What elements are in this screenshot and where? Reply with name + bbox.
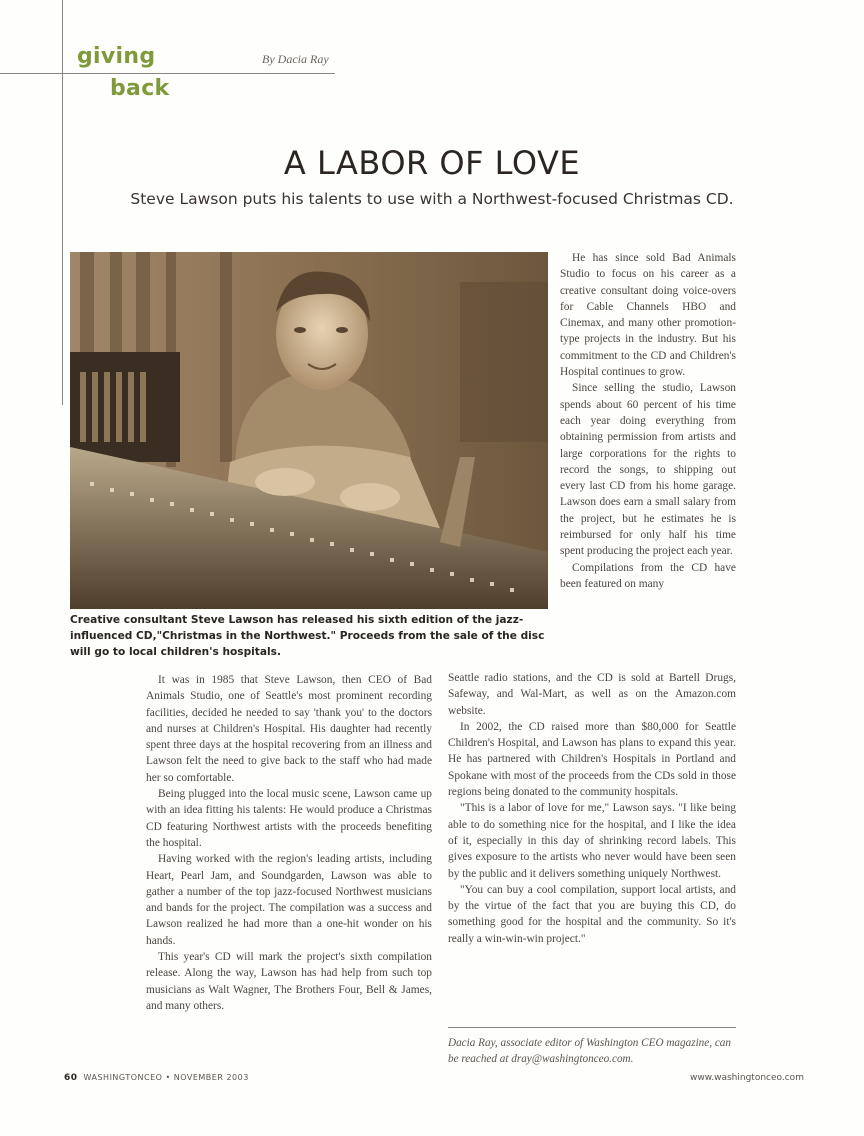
photo-illustration [70, 252, 548, 609]
paragraph: It was in 1985 that Steve Lawson, then CEO of Bad Animals Studio, one of Seattle's most prominent recording facilities, decided he needed to say 'thank you' to the doctors and nurses at Children's Hospital. His daughter had recently spent three days at the hospital recovering from an illness and Lawson felt the need to give back to the staff who had made her so comfortable. [146, 674, 432, 784]
website-link[interactable]: www.washingtonceo.com [690, 1073, 804, 1083]
article-subhead: Steve Lawson puts his talents to use with a Northwest-focused Christmas CD. [130, 190, 734, 208]
paragraph: "This is a labor of love for me," Lawson says. "I like being able to do something nice for the hospital, and I like the idea of it, especially in this day of shrinking record labels. This gives exposure to the artists who never would have been seen by the public and it delivers something uniquely Northwest. [448, 802, 736, 880]
photo-caption: Creative consultant Steve Lawson has released his sixth edition of the jazz-influenced CD,"Christmas in the Northwest." Proceeds from the sale of the disc will go to local children's hospitals. [70, 614, 545, 658]
signature-rule [448, 1027, 736, 1028]
studio-photo [70, 252, 548, 609]
publication-info: WASHINGTONCEO • NOVEMBER 2003 [83, 1073, 249, 1082]
article-column-far [448, 670, 736, 947]
author-signature: Dacia Ray, associate editor of Washington CEO magazine, can be reached at dray@washingtonceo.com. [448, 1037, 731, 1065]
byline: By Dacia Ray [262, 52, 329, 66]
paragraph: Since selling the studio, Lawson spends about 60 percent of his time each year doing everything from obtaining permission from artists and large corporations for the rights to record the songs, to shipping out every last CD from his home garage. Lawson does earn a small salary from the project, but he estimates he is reimbursed for only half his time spent producing the project each year. [560, 382, 736, 558]
page-number: 60 [64, 1073, 78, 1083]
paragraph: He has since sold Bad Animals Studio to focus on his career as a creative consultant doing voice-overs for Cable Channels HBO and Cinemax, and many other promotion-type projects in the industry. But his commitment to the CD and Children's Hospital continues to grow. [560, 252, 736, 379]
paragraph: Having worked with the region's leading artists, including Heart, Pearl Jam, and Soundgarden, Lawson was able to gather a number of the top jazz-focused Northwest musicians and bands for the project. The compilation was a success and Lawson realized he had more than a one-hit wonder on his hands. [146, 853, 432, 947]
paragraph: Seattle radio stations, and the CD is sold at Bartell Drugs, Safeway, and Wal-Mart, as well as on the Amazon.com website. [448, 672, 736, 717]
paragraph: Being plugged into the local music scene, Lawson came up with an idea fitting his talents: He would produce a Christmas CD featuring Northwest artists with the proceeds benefiting the hospital. [146, 788, 432, 849]
paragraph: "You can buy a cool compilation, support local artists, and by the virtue of the fact that you are buying this CD, do something good for the hospital and the community. So it's really a win-win-win project." [448, 883, 736, 945]
paragraph: This year's CD will mark the project's sixth compilation release. Along the way, Lawson has had help from such top musicians as Walt Wagner, The Brothers Four, Bell & James, and many others. [146, 951, 432, 1012]
section-label-giving: giving [77, 44, 156, 69]
header-rule [0, 73, 335, 74]
article-column-middle [146, 672, 432, 1014]
section-label-back: back [110, 76, 170, 101]
paragraph: Compilations from the CD have been featured on many [560, 561, 736, 590]
page-footer [64, 1073, 249, 1083]
article-headline: A LABOR OF LOVE [283, 144, 581, 182]
paragraph: In 2002, the CD raised more than $80,000 for Seattle Children's Hospital, and Lawson has plans to expand this year. He has partnered with Children's Hospitals in Portland and Spokane with most of the proceeds from the CDs sold in those regions being donated to the community hospitals. [448, 720, 736, 799]
article-column-right [560, 250, 736, 592]
